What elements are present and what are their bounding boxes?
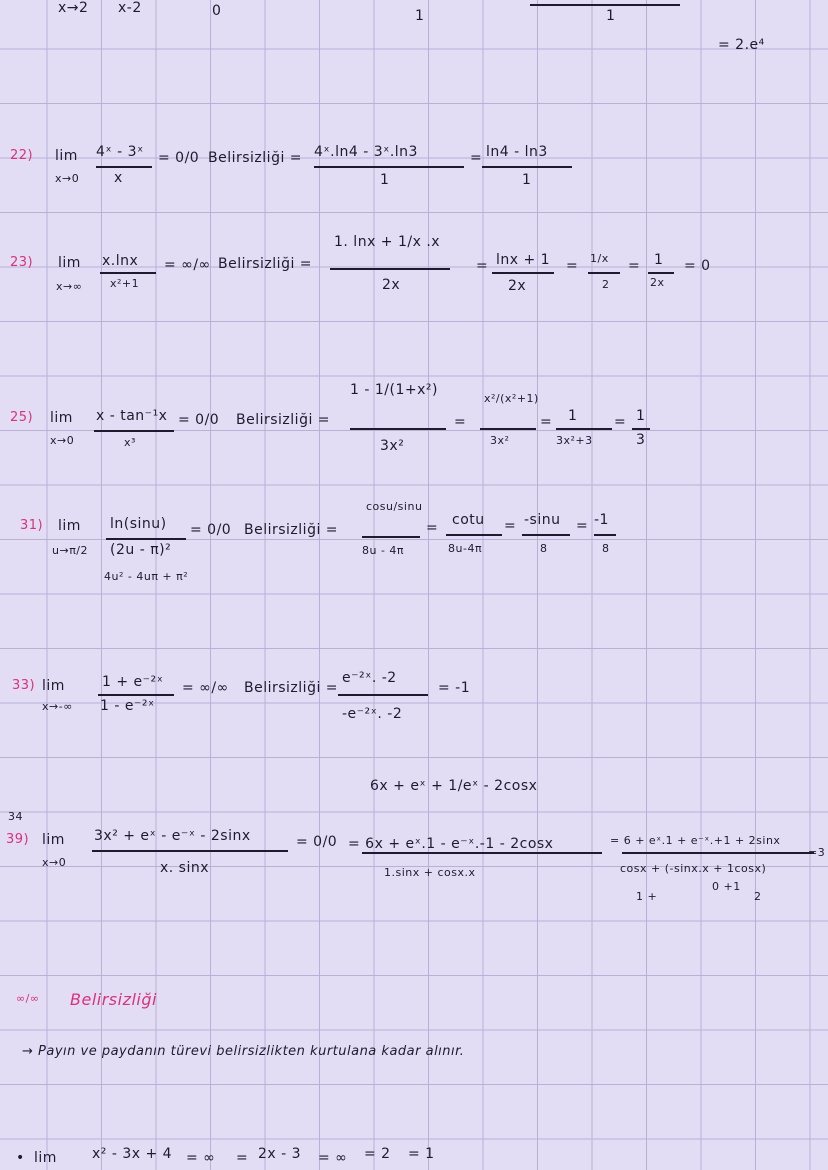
- s2-denominator: cosx + (-sinx.x + 1cosx): [620, 862, 767, 875]
- step-denominator: 1.sinx + cosx.x: [384, 866, 476, 879]
- s3-numerator: 1: [568, 408, 578, 424]
- s3-denominator: 3x²+3: [556, 434, 593, 447]
- fraction-bar: [92, 850, 288, 852]
- step-bar: [330, 268, 450, 270]
- step-denominator: 8u - 4π: [362, 544, 405, 557]
- lim-subscript: x→0: [50, 434, 75, 447]
- s2-denominator: 3x²: [490, 434, 510, 447]
- belirsizligi-label: Belirsizliği =: [208, 150, 303, 166]
- belirsizligi-label: Belirsizliği =: [244, 680, 339, 696]
- equals-sign: =: [236, 1150, 249, 1166]
- s2-bar: [446, 534, 502, 536]
- step1: 2x - 3: [258, 1146, 302, 1162]
- s4-numerator: 1: [636, 408, 646, 424]
- belirsizligi-label: Belirsizliği =: [236, 412, 331, 428]
- step-denominator: 2x: [382, 277, 401, 293]
- s2-numerator: x²/(x²+1): [484, 392, 539, 405]
- step-bar: [314, 166, 464, 168]
- problem-number: 39): [6, 832, 30, 847]
- s4-numerator: -1: [594, 512, 609, 528]
- eq1: = ∞: [186, 1150, 216, 1166]
- s2-bar: [622, 852, 814, 854]
- s3-numerator: 1/x: [590, 252, 609, 265]
- top-den4: 1: [606, 8, 616, 24]
- equals-sign: =: [628, 258, 641, 274]
- fraction-denominator: x²+1: [110, 277, 140, 290]
- top-result: = 2.e⁴: [718, 37, 765, 53]
- side-note: 6x + eˣ + 1/eˣ - 2cosx: [370, 778, 538, 794]
- step3: = 1: [408, 1146, 435, 1162]
- step-numerator: = 6x + eˣ.1 - e⁻ˣ.-1 - 2cosx: [348, 836, 554, 852]
- equals-sign: =: [454, 414, 467, 430]
- problem-number: 31): [20, 518, 44, 533]
- step-numerator: 1. lnx + 1/x .x: [334, 234, 441, 250]
- equals-sign: =: [614, 414, 627, 430]
- step-numerator: 1 - 1/(1+x²): [350, 382, 438, 398]
- equals-sign: =: [476, 258, 489, 274]
- s4-denominator: 3: [636, 432, 646, 448]
- s4-numerator: 1: [654, 252, 664, 268]
- s2-bar: [492, 272, 554, 274]
- lim-subscript: u→π/2: [52, 544, 89, 557]
- result: =3: [808, 846, 826, 859]
- problem-number: 25): [10, 410, 34, 425]
- result: = 0: [684, 258, 711, 274]
- step-bar: [338, 694, 428, 696]
- fraction-bar: [98, 694, 174, 696]
- fraction-numerator: x - tan⁻¹x: [96, 408, 168, 424]
- fraction-denominator: x. sinx: [160, 860, 210, 876]
- belirsizligi-label: Belirsizliği =: [218, 256, 313, 272]
- denominator-expansion: 4u² - 4uπ + π²: [104, 570, 189, 583]
- eq2: = ∞: [318, 1150, 348, 1166]
- fraction-numerator: 4ˣ - 3ˣ: [96, 144, 144, 160]
- s4-bar: [648, 272, 674, 274]
- indeterminate: = 0/0: [296, 834, 338, 850]
- fraction-numerator: x.lnx: [102, 253, 139, 269]
- step-denominator: 3x²: [380, 438, 405, 454]
- fraction-numerator: 3x² + eˣ - e⁻ˣ - 2sinx: [94, 828, 251, 844]
- step-denominator: -e⁻²ˣ. -2: [342, 706, 403, 722]
- lim-subscript: x→0: [55, 172, 80, 185]
- fraction-bar: [106, 538, 186, 540]
- fraction-bar: [96, 166, 152, 168]
- indeterminate: = ∞/∞: [164, 257, 211, 273]
- margin-mark: 34: [8, 810, 23, 823]
- s4-denominator: 8: [602, 542, 610, 555]
- fraction-denominator: (2u - π)²: [110, 542, 172, 558]
- lim-subscript: x→∞: [56, 280, 83, 293]
- section-description: → Payın ve paydanın türevi belirsizlikten kurtulana kadar alınır.: [22, 1044, 465, 1059]
- under-note-2: 1 +: [636, 890, 658, 903]
- top-bar: [530, 4, 680, 6]
- top-den1: x-2: [118, 0, 142, 16]
- lim-text: lim: [58, 518, 81, 534]
- s4-denominator: 2x: [650, 276, 665, 289]
- lim-text: lim: [42, 678, 65, 694]
- fraction-denominator: x³: [124, 436, 136, 449]
- fraction-bar: [100, 272, 156, 274]
- indeterminate: = 0/0: [158, 150, 200, 166]
- problem-number: 33): [12, 678, 36, 693]
- lim-text: lim: [34, 1150, 57, 1166]
- step-bar: [350, 428, 446, 430]
- top-sub: x→2: [58, 0, 89, 16]
- fraction-numerator: ln(sinu): [110, 516, 167, 532]
- under-note-3: 2: [754, 890, 762, 903]
- indeterminate: = ∞/∞: [182, 680, 229, 696]
- equals-sign: =: [576, 518, 589, 534]
- s4-bar: [632, 428, 650, 430]
- equals-sign: =: [470, 150, 483, 166]
- under-note-1: 0 +1: [712, 880, 741, 893]
- equals-sign: =: [540, 414, 553, 430]
- equals-sign: =: [504, 518, 517, 534]
- s2-denominator: 2x: [508, 278, 527, 294]
- fraction-numerator: x² - 3x + 4: [92, 1146, 173, 1162]
- lim-subscript: x→0: [42, 856, 67, 869]
- fraction-numerator: 1 + e⁻²ˣ: [102, 674, 164, 690]
- step-numerator: cosu/sinu: [366, 500, 423, 513]
- s3-numerator: -sinu: [524, 512, 561, 528]
- bullet: •: [16, 1150, 25, 1166]
- equals-sign: =: [566, 258, 579, 274]
- lim-text: lim: [55, 148, 78, 164]
- s2-numerator: = 6 + eˣ.1 + e⁻ˣ.+1 + 2sinx: [610, 834, 781, 847]
- result-denominator: 1: [522, 172, 532, 188]
- result-bar: [482, 166, 572, 168]
- equals-sign: =: [426, 520, 439, 536]
- s3-bar: [588, 272, 620, 274]
- s2-numerator: lnx + 1: [496, 252, 551, 268]
- step-numerator: 4ˣ.ln4 - 3ˣ.ln3: [314, 144, 418, 160]
- lim-text: lim: [58, 255, 81, 271]
- fraction-bar: [94, 430, 174, 432]
- indeterminate: = 0/0: [190, 522, 232, 538]
- s2-numerator: cotu: [452, 512, 485, 528]
- s3-bar: [522, 534, 570, 536]
- s4-bar: [594, 534, 616, 536]
- section-title: Belirsizliği: [70, 990, 157, 1009]
- belirsizligi-label: Belirsizliği =: [244, 522, 339, 538]
- fraction-denominator: x: [114, 170, 123, 186]
- s3-denominator: 2: [602, 278, 610, 291]
- top-den2: 0: [212, 3, 222, 19]
- lim-text: lim: [50, 410, 73, 426]
- s2-bar: [480, 428, 536, 430]
- s3-bar: [556, 428, 612, 430]
- fraction-denominator: 1 - e⁻²ˣ: [100, 698, 155, 714]
- step-denominator: 1: [380, 172, 390, 188]
- problem-number: 22): [10, 148, 34, 163]
- s3-denominator: 8: [540, 542, 548, 555]
- lim-subscript: x→-∞: [42, 700, 73, 713]
- step-numerator: e⁻²ˣ. -2: [342, 670, 397, 686]
- result-numerator: ln4 - ln3: [486, 144, 548, 160]
- step-bar: [362, 536, 420, 538]
- step-bar: [362, 852, 602, 854]
- section-fraction: ∞/∞: [16, 992, 40, 1005]
- s2-denominator: 8u-4π: [448, 542, 483, 555]
- step2: = 2: [364, 1146, 391, 1162]
- indeterminate: = 0/0: [178, 412, 220, 428]
- lim-text: lim: [42, 832, 65, 848]
- problem-number: 23): [10, 255, 34, 270]
- top-den3: 1: [415, 8, 425, 24]
- result: = -1: [438, 680, 471, 696]
